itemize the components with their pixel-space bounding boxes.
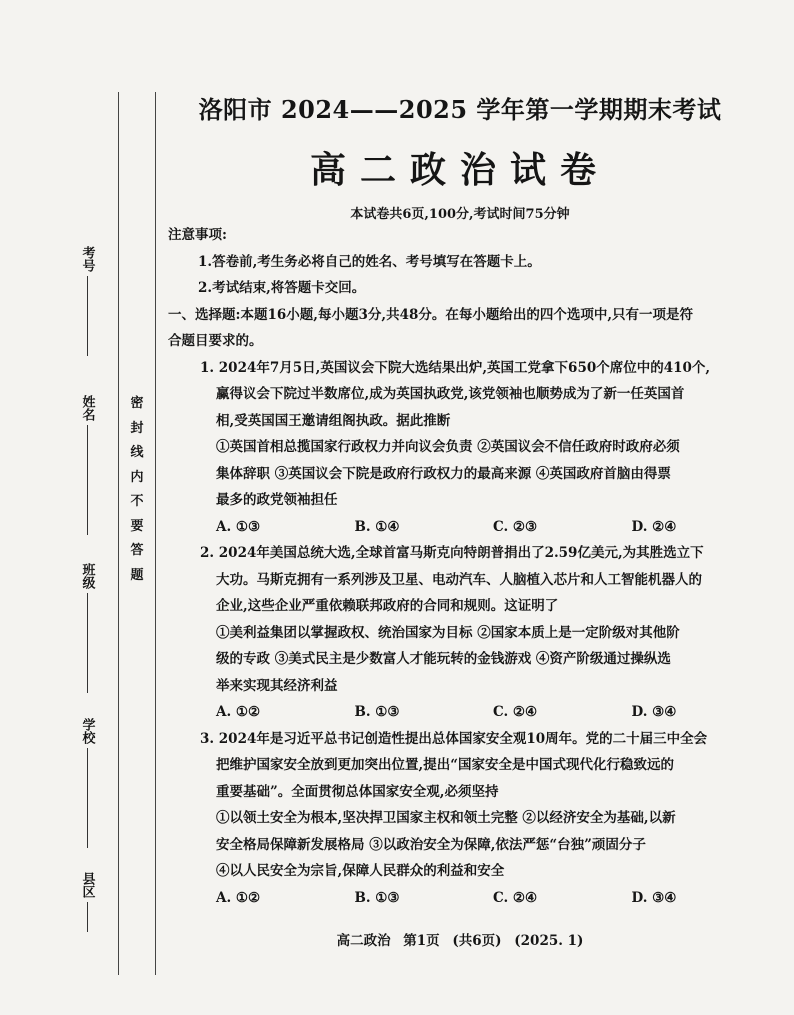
field-school [62,718,112,848]
notice-item: 2.考试结束,将答题卡交回。 [198,280,366,296]
question-2 [168,540,770,726]
paper-info: 本试卷共6页,100分,考试时间75分钟 [350,207,570,222]
option-a: A. ①② [216,889,261,906]
field-label: 姓名 [79,395,95,421]
option-b: B. ①④ [354,518,400,535]
seal-char: 内 [130,469,144,485]
statement: 集体辞职 ③英国议会下院是政府行政权力的最高来源 ④英国政府首脑由得票 [216,465,671,482]
question-1 [168,355,770,541]
seal-char: 答 [130,543,144,558]
field-exam-number [62,246,112,356]
statement: 最多的政党领袖担任 [216,492,338,508]
option-d: D. ③④ [631,704,677,720]
field-class [62,563,112,693]
statement: 级的专政 ③美式民主是少数富人才能玩转的金钱游戏 ④资产阶级通过操纵选 [216,651,671,667]
option-c: C. ②④ [493,704,538,720]
option-a: A. ①② [216,704,261,720]
page-footer [160,929,760,949]
question-stem: 重要基础”。全面贯彻总体国家安全观,必须坚持 [216,783,499,800]
option-row [216,885,770,912]
option-c: C. ②③ [493,518,538,535]
question-stem: 1. 2024年7月5日,英国议会下院大选结果出炉,英国工党拿下650个席位中的410个, [200,359,711,376]
seal-char: 题 [130,567,144,583]
seal-char: 密 [130,396,144,411]
field-label: 县区 [79,872,95,898]
footer-page: 第1页 [403,933,440,949]
field-label: 班级 [79,563,95,589]
footer-date: (2025. 1) [514,933,584,949]
seal-char: 封 [130,420,144,436]
paper-title: 高二政治试卷 [309,149,610,191]
question-stem: 2. 2024年美国总统大选,全球首富马斯克向特朗普捐出了2.59亿美元,为其胜选立下 [200,545,704,561]
statement: ①英国首相总揽国家行政权力并向议会负责 ②英国议会不信任政府时政府必须 [216,439,680,455]
statement: ①美利益集团以掌握政权、统治国家为目标 ②国家本质上是一定阶级对其他阶 [216,624,680,641]
seal-char: 线 [130,445,144,460]
statement: 举来实现其经济利益 [216,677,338,694]
section-heading: 一、选择题:本题16小题,每小题3分,共48分。在每小题给出的四个选项中,只有一项是符 [168,306,694,323]
option-d: D. ②④ [631,518,677,535]
question-stem: 企业,这些企业严重依赖联邦政府的合同和规则。这证明了 [216,598,559,614]
notice-title: 注意事项: [168,227,227,243]
field-name [62,395,112,535]
option-row [216,699,770,726]
question-stem: 赢得议会下院过半数席位,成为英国执政党,该党领袖也顺势成为了新一任英国首 [216,386,685,402]
statement: ④以人民安全为宗旨,保障人民群众的利益和安全 [216,863,505,879]
section-heading-cont: 合题目要求的。 [168,333,263,349]
exam-content [168,222,770,911]
footer-total: (共6页) [452,933,502,949]
option-row [216,514,770,541]
statement: 安全格局保障新发展格局 ③以政治安全为保障,依法严惩“台独”顽固分子 [216,836,646,853]
field-label: 学校 [79,718,95,744]
exam-title: 洛阳市 2024——2025 学年第一学期期末考试 [198,95,722,124]
question-stem: 大功。马斯克拥有一系列涉及卫星、电动汽车、人脑植入芯片和人工智能机器人的 [216,571,702,588]
footer-subject: 高二政治 [336,933,391,949]
question-stem: 相,受英国国王邀请组阁执政。据此推断 [216,412,451,429]
seal-char: 要 [130,518,144,534]
question-stem: 3. 2024年是习近平总书记创造性提出总体国家安全观10周年。党的二十届三中全会 [200,730,708,747]
field-label: 考号 [79,246,95,272]
seal-char: 不 [130,494,144,509]
binding-line-inner [155,92,156,975]
seal-notice [124,392,150,588]
option-a: A. ①③ [216,518,261,535]
option-d: D. ③④ [631,889,677,906]
question-3 [168,726,770,912]
notice-item: 1.答卷前,考生务必将自己的姓名、考号填写在答题卡上。 [198,253,541,270]
option-b: B. ①③ [354,889,400,906]
field-district [62,872,112,932]
binding-line-outer [118,92,119,975]
option-c: C. ②④ [493,889,538,906]
question-stem: 把维护国家安全放到更加突出位置,提出“国家安全是中国式现代化行稳致远的 [216,757,674,773]
statement: ①以领土安全为根本,坚决捍卫国家主权和领土完整 ②以经济安全为基础,以新 [216,810,676,826]
option-b: B. ①③ [354,704,400,720]
